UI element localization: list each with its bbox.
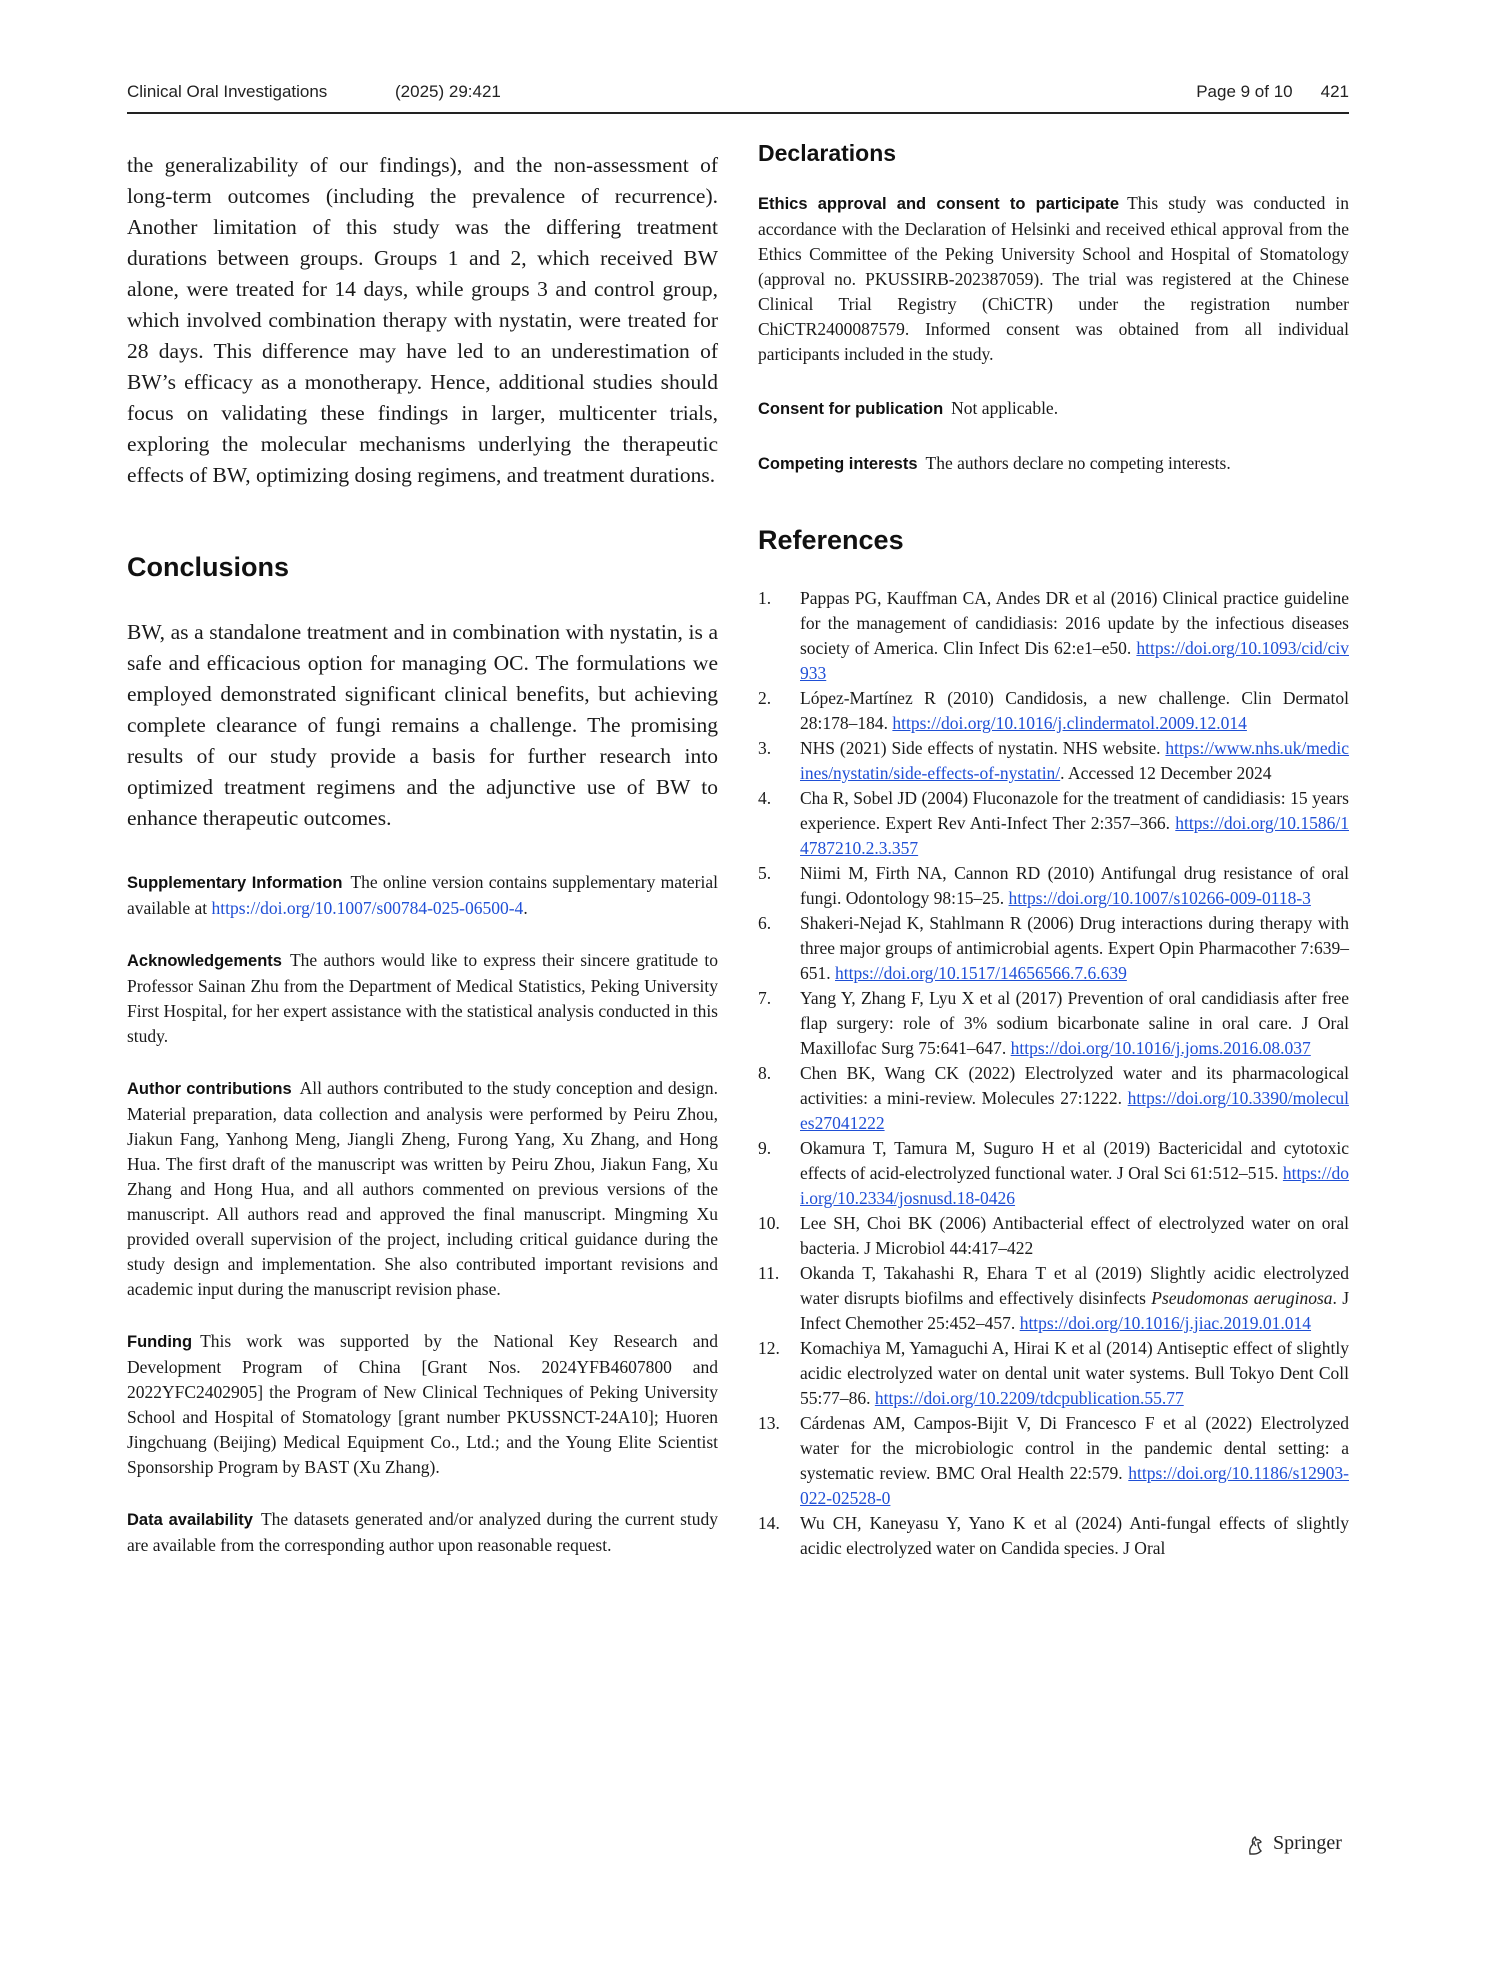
- author-contributions-label: Author contributions: [127, 1080, 292, 1098]
- reference-item: [758, 986, 1349, 1061]
- reference-source: . J Infect Chemother 25:452–457.: [800, 1288, 1350, 1333]
- journal-name: Clinical Oral Investigations: [127, 82, 328, 101]
- competing-label: Competing interests: [758, 455, 918, 473]
- reference-doi-link[interactable]: https://doi.org/10.1016/j.jiac.2019.01.014: [1019, 1313, 1312, 1333]
- reference-number: 9.: [758, 1138, 772, 1158]
- competing-text: The authors declare no competing interests.: [925, 453, 1231, 473]
- author-contributions: [127, 1076, 718, 1302]
- springer-horse-icon: [1243, 1833, 1267, 1857]
- references-heading: References: [758, 525, 904, 555]
- consent-for-publication: [758, 396, 1349, 422]
- reference-doi-link[interactable]: https://doi.org/10.1186/s12903-022-02528-0: [800, 1463, 1349, 1508]
- page-info: [1196, 82, 1349, 102]
- reference-item: [758, 1061, 1349, 1136]
- competing-interests: [758, 451, 1349, 477]
- running-header: [127, 80, 1349, 114]
- reference-number: 4.: [758, 788, 772, 808]
- reference-item: [758, 1336, 1349, 1411]
- reference-item: [758, 786, 1349, 861]
- reference-text: Yang Y, Zhang F, Lyu X et al (2017) Prevention of oral candidiasis after free flap surgery: role of 3% sodium bicarbonate saline in oral care. J Oral Maxillofac Surg 75:641–647.: [800, 988, 1349, 1058]
- reference-text: NHS (2021) Side effects of nystatin. NHS website.: [800, 738, 1161, 758]
- reference-item: [758, 1211, 1349, 1261]
- reference-doi-link[interactable]: https://doi.org/10.1517/14656566.7.6.639: [835, 963, 1127, 983]
- reference-item: [758, 861, 1349, 911]
- reference-doi-link[interactable]: https://doi.org/10.1016/j.clindermatol.2009.12.014: [892, 713, 1247, 733]
- reference-item: [758, 586, 1349, 686]
- reference-text: Okanda T, Takahashi R, Ehara T et al (2019) Slightly acidic electrolyzed water disrupts biofilms and effectively disinfects: [800, 1263, 1349, 1308]
- reference-number: 13.: [758, 1413, 780, 1433]
- supplementary-end: .: [523, 898, 528, 918]
- reference-item: [758, 1411, 1349, 1511]
- funding: [127, 1329, 718, 1480]
- reference-number: 3.: [758, 738, 772, 758]
- reference-number: 1.: [758, 588, 772, 608]
- reference-doi-link[interactable]: https://doi.org/10.2209/tdcpublication.55.77: [874, 1388, 1184, 1408]
- funding-text: This work was supported by the National Key Research and Development Program of China [Grant Nos. 2024YFB4607800 and 2022YFC2402905] the Program of New Clinical Techniques of Peking University School and Hospital of Stomatology [grant number PKUSSNCT-24A10]; Huoren Jingchuang (Beijing) Medical Equipment Co., Ltd.; and the Young Elite Scientist Sponsorship Program by BAST (Xu Zhang).: [127, 1331, 718, 1477]
- article-number: 421: [1320, 82, 1349, 101]
- reference-doi-link[interactable]: https://doi.org/10.1093/cid/civ933: [800, 638, 1349, 683]
- reference-text: Cha R, Sobel JD (2004) Fluconazole for the treatment of candidiasis: 15 years experience. Expert Rev Anti-Infect Ther 2:357–366.: [800, 788, 1349, 833]
- right-column: [758, 140, 1349, 1561]
- supplementary-label: Supplementary Information: [127, 874, 343, 892]
- acknowledgements-label: Acknowledgements: [127, 952, 282, 970]
- reference-number: 7.: [758, 988, 772, 1008]
- reference-text: Cárdenas AM, Campos-Bijit V, Di Francesco F et al (2022) Electrolyzed water for the microbiologic control in the pandemic dental setting: a systematic review. BMC Oral Health 22:579.: [800, 1413, 1349, 1483]
- reference-species: Pseudomonas aeruginosa: [1151, 1288, 1333, 1308]
- issue-citation: (2025) 29:421: [395, 82, 501, 101]
- reference-text: Pappas PG, Kauffman CA, Andes DR et al (2016) Clinical practice guideline for the management of candidiasis: 2016 update by the infectious diseases society of America. Clin Infect Dis 62:e1–e50.: [800, 588, 1349, 658]
- supplementary-info: [127, 870, 718, 921]
- reference-item: [758, 1511, 1349, 1561]
- reference-number: 11.: [758, 1263, 780, 1283]
- reference-item: [758, 736, 1349, 786]
- acknowledgements-text: The authors would like to express their sincere gratitude to Professor Sainan Zhu from the Department of Medical Statistics, Peking University First Hospital, for her expert assistance with the statistical analysis conducted in this study.: [127, 950, 718, 1046]
- reference-text: Niimi M, Firth NA, Cannon RD (2010) Antifungal drug resistance of oral fungi. Odontology 98:15–25.: [800, 863, 1349, 908]
- publisher-name: Springer: [1273, 1832, 1342, 1854]
- ethics-text: This study was conducted in accordance with the Declaration of Helsinki and received ethical approval from the Ethics Committee of the Peking University School and Hospital of Stomatology (approval no. PKUSSIRB-202387059). The trial was registered at the Chinese Clinical Trial Registry (ChiCTR) under the registration number ChiCTR2400087579. Informed consent was obtained from all individual participants included in the study.: [758, 193, 1349, 364]
- conclusions-heading: Conclusions: [127, 552, 290, 582]
- reference-text: Lee SH, Choi BK (2006) Antibacterial effect of electrolyzed water on oral bacteria. J Microbiol 44:417–422: [800, 1213, 1349, 1258]
- consent-text: Not applicable.: [951, 398, 1059, 418]
- reference-number: 6.: [758, 913, 772, 933]
- reference-text: Shakeri-Nejad K, Stahlmann R (2006) Drug interactions during therapy with three major groups of antimicrobial agents. Expert Opin Pharmacother 7:639–651.: [800, 913, 1349, 983]
- reference-text: Okamura T, Tamura M, Suguro H et al (2019) Bactericidal and cytotoxic effects of acid-electrolyzed functional water. J Oral Sci 61:512–515.: [800, 1138, 1349, 1183]
- author-contributions-text: All authors contributed to the study conception and design. Material preparation, data collection and analysis were performed by Peiru Zhou, Jiakun Fang, Yanhong Meng, Jiangli Zheng, Furong Yang, Xu Zhang, and Hong Hua. The first draft of the manuscript was written by Peiru Zhou, Jiakun Fang, Xu Zhang and Hong Hua, and all authors commented on previous versions of the manuscript. All authors read and approved the final manuscript. Mingming Xu provided overall supervision of the project, including critical guidance during the study design and implementation. She also contributed important revisions and academic input during the manuscript revision phase.: [127, 1078, 718, 1299]
- reference-item: [758, 911, 1349, 986]
- page-number: Page 9 of 10: [1196, 82, 1293, 101]
- reference-text: Wu CH, Kaneyasu Y, Yano K et al (2024) Anti-fungal effects of slightly acidic electrolyzed water on Candida species. J Oral: [800, 1513, 1349, 1558]
- reference-number: 12.: [758, 1338, 780, 1358]
- reference-number: 10.: [758, 1213, 780, 1233]
- reference-number: 8.: [758, 1063, 772, 1083]
- data-availability-text: The datasets generated and/or analyzed during the current study are available from the corresponding author upon reasonable request.: [127, 1509, 719, 1555]
- reference-doi-link[interactable]: https://doi.org/10.1586/14787210.2.3.357: [800, 813, 1349, 858]
- left-column: [127, 150, 718, 1558]
- ethics-label: Ethics approval and consent to participate: [758, 195, 1120, 213]
- declarations-heading: Declarations: [758, 140, 897, 166]
- data-availability-label: Data availability: [127, 1511, 253, 1529]
- reference-text: Komachiya M, Yamaguchi A, Hirai K et al (2014) Antiseptic effect of slightly acidic electrolyzed water on dental unit water systems. Bull Tokyo Dent Coll 55:77–86.: [800, 1338, 1349, 1408]
- consent-label: Consent for publication: [758, 400, 944, 418]
- ethics-approval: [758, 191, 1349, 367]
- supplementary-link[interactable]: https://doi.org/10.1007/s00784-025-06500-4: [211, 898, 524, 918]
- data-availability: [127, 1507, 718, 1558]
- reference-text: Chen BK, Wang CK (2022) Electrolyzed water and its pharmacological activities: a mini-review. Molecules 27:1222.: [800, 1063, 1349, 1108]
- acknowledgements: [127, 948, 718, 1049]
- funding-label: Funding: [127, 1333, 193, 1351]
- reference-list: [758, 586, 1349, 1561]
- reference-number: 14.: [758, 1513, 780, 1533]
- supplementary-text: The online version contains supplementary material available at: [127, 872, 718, 918]
- reference-item: [758, 1136, 1349, 1211]
- reference-doi-link[interactable]: https://www.nhs.uk/medicines/nystatin/side-effects-of-nystatin/: [800, 738, 1350, 783]
- reference-doi-link[interactable]: https://doi.org/10.3390/molecules27041222: [800, 1088, 1350, 1133]
- reference-doi-link[interactable]: https://doi.org/10.1007/s10266-009-0118-3: [1008, 888, 1311, 908]
- publisher-footer: [1243, 1830, 1353, 1860]
- reference-number: 5.: [758, 863, 772, 883]
- reference-doi-link[interactable]: https://doi.org/10.2334/josnusd.18-0426: [800, 1163, 1350, 1208]
- discussion-paragraph: the generalizability of our findings), and the non-assessment of long-term outcomes (including the prevalence of recurrence). Another limitation of this study was the differing treatment durations between groups. Groups 1 and 2, which received BW alone, were treated for 14 days, while groups 3 and control group, which involved combination therapy with nystatin, were treated for 28 days. This difference may have led to an underestimation of BW’s efficacy as a monotherapy. Hence, additional studies should focus on validating these findings in larger, multicenter trials, exploring the molecular mechanisms underlying the therapeutic effects of BW, optimizing dosing regimens, and treatment durations.: [127, 153, 718, 487]
- reference-item: [758, 1261, 1349, 1336]
- reference-text: López-Martínez R (2010) Candidosis, a new challenge. Clin Dermatol 28:178–184.: [800, 688, 1349, 733]
- reference-doi-link[interactable]: https://doi.org/10.1016/j.joms.2016.08.037: [1010, 1038, 1311, 1058]
- reference-number: 2.: [758, 688, 772, 708]
- reference-tail: . Accessed 12 December 2024: [1060, 763, 1272, 783]
- reference-item: [758, 686, 1349, 736]
- conclusions-paragraph: BW, as a standalone treatment and in combination with nystatin, is a safe and efficacious option for managing OC. The formulations we employed demonstrated significant clinical benefits, but achieving complete clearance of fungi remains a challenge. The promising results of our study provide a basis for further research into optimized treatment regimens and the adjunctive use of BW to enhance therapeutic outcomes.: [127, 620, 718, 830]
